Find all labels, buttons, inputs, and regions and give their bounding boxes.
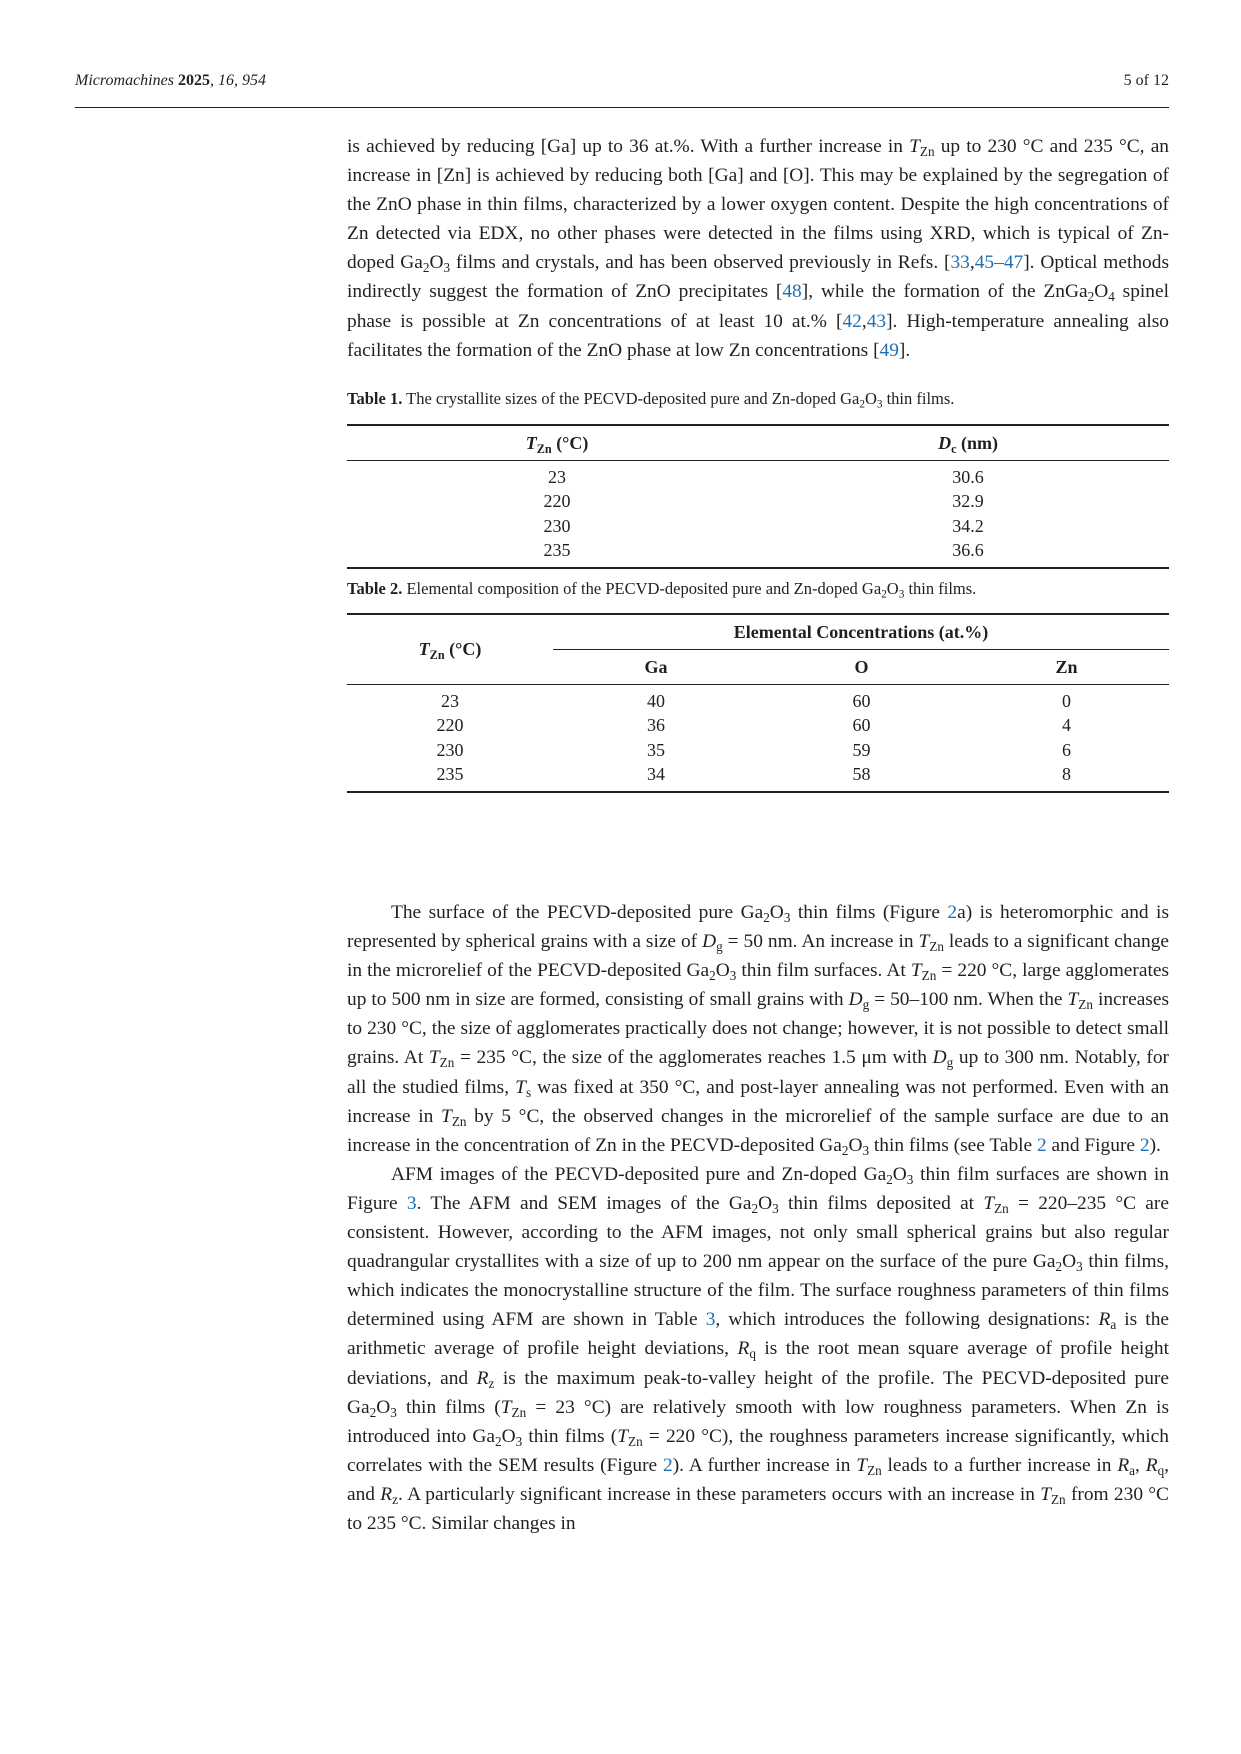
paragraph-1-block bbox=[347, 132, 1169, 365]
journal-volume: , 16, 954 bbox=[209, 72, 266, 89]
table-row: 220 36 60 4 bbox=[436, 715, 1071, 736]
figure-link[interactable]: 2 bbox=[1139, 1134, 1150, 1156]
col-header-dc: $D_c$ (nm) bbox=[767, 425, 1169, 461]
group-header: Elemental Concentrations (at.%) bbox=[553, 614, 1169, 650]
running-header bbox=[75, 72, 1169, 102]
paragraph-2: The surface of the PECVD-deposited pure $Ga_2O_3$ thin films (Figure 2a) is heteromorphic and is represented by spherical grains with a size of $D_g = 50$ nm. An increase in $T_{Zn}$ leads to a significant change in the microrelief of the PECVD-deposited $Ga_2O_3$ thin film surfaces. At $T_{Zn} = 220$ °C, large agglomerates up to 500 nm in size are formed, consisting of small grains with $D_g = 50-100$ nm. When the $T_{Zn}$ increases to 230 °C, the size of agglomerates practically does not change; however, it is not possible to detect small grains. At $T_{Zn} = 235$ °C, the size of the agglomerates reaches 1.5 μm with $D_g$ up to 300 nm. Notably, for all the studied films, $T_s$ was fixed at 350 °C, and post-layer annealing was not performed. Even with an increase in $T_{Zn}$ by 5 °C, the observed changes in the microrelief of the sample surface are due to an increase in the concentration of Zn in the PECVD-deposited $Ga_2O_3$ thin films (see Table 2 and Figure 2). bbox=[347, 902, 1169, 1158]
table-link[interactable]: 2 bbox=[1036, 1134, 1047, 1156]
ref-link[interactable]: 48 bbox=[782, 281, 802, 303]
ref-link[interactable]: 43 bbox=[866, 310, 887, 332]
col-header-zn: Zn bbox=[964, 650, 1169, 685]
page-number: 5 of 12 bbox=[1123, 72, 1169, 89]
table-2 bbox=[347, 613, 1169, 793]
ref-link[interactable]: 49 bbox=[879, 339, 899, 361]
paragraph-2-3-block bbox=[347, 898, 1169, 1538]
col-header-tzn: $T_{Zn}$ (°C) bbox=[347, 614, 553, 685]
col-header-ga: Ga bbox=[553, 650, 759, 685]
ref-link[interactable]: 45–47 bbox=[974, 252, 1024, 274]
table-link[interactable]: 3 bbox=[705, 1309, 716, 1331]
table-row: 235 36.6 bbox=[347, 539, 1169, 569]
table-row: 220 32.9 bbox=[543, 491, 984, 512]
table-row: 23 40 60 0 bbox=[441, 690, 1071, 711]
table-1-caption: Table 1. The crystallite sizes of the PECVD-deposited pure and Zn-doped $Ga_2O_3$ thin films. bbox=[347, 389, 955, 411]
table-row: 23 30.6 bbox=[548, 466, 984, 487]
table-row: 235 34 58 8 bbox=[347, 763, 1169, 793]
journal-citation bbox=[75, 72, 266, 90]
table-row: 230 35 59 6 bbox=[436, 739, 1071, 760]
table-2-caption: Table 2. Elemental composition of the PECVD-deposited pure and Zn-doped $Ga_2O_3$ thin films. bbox=[347, 579, 977, 601]
table-2-caption-block bbox=[347, 578, 1169, 600]
table-1 bbox=[347, 424, 1169, 569]
figure-link[interactable]: 2 bbox=[947, 902, 958, 923]
table-1-caption-block bbox=[347, 388, 1169, 410]
header-rule bbox=[75, 107, 1169, 108]
table-2-block bbox=[347, 613, 1169, 793]
col-header-tzn: $T_{Zn}$ (°C) bbox=[347, 425, 767, 461]
journal-year: 2025 bbox=[177, 72, 210, 89]
ref-link[interactable]: 42 bbox=[842, 310, 862, 332]
ref-link[interactable]: 33 bbox=[950, 252, 970, 274]
journal-name: Micromachines bbox=[75, 72, 174, 89]
paragraph-1: is achieved by reducing [Ga] up to 36 at.%. With a further increase in $T_{Zn}$ up to 230 °C and 235 °C, an increase in [Zn] is achieved by reducing both [Ga] and [O]. This may be explained by the segregation of the ZnO phase in thin films, characterized by a lower oxygen content. Despite the high concentrations of Zn detected via EDX, no other phases were detected in the films using XRD, which is typical of Zn-doped $Ga_2O_3$ films and crystals, and has been observed previously in Refs. [33,45–47]. Optical methods indirectly suggest the formation of ZnO precipitates [48], while the formation of the $ZnGa_2O_4$ spinel phase is possible at Zn concentrations of at least 10 at.% [42,43]. High-temperature annealing also facilitates the formation of the ZnO phase at low Zn concentrations [49]. bbox=[347, 136, 1169, 361]
figure-link[interactable]: 3 bbox=[406, 1192, 417, 1214]
col-header-o: O bbox=[759, 650, 964, 685]
table-row: 230 34.2 bbox=[543, 515, 984, 536]
paragraph-3: AFM images of the PECVD-deposited pure and Zn-doped $Ga_2O_3$ thin film surfaces are shown in Figure 3. The AFM and SEM images of the $Ga_2O_3$ thin films deposited at $T_{Zn} = 220-235$ °C are consistent. However, according to the AFM images, not only small spherical grains but also regular quadrangular crystallites with a size of up to 200 nm appear on the surface of the pure $Ga_2O_3$ thin films, which indicates the monocrystalline structure of the film. The surface roughness parameters of thin films determined using AFM are shown in Table 3, which introduces the following designations: $R_a$ is the arithmetic average of profile height deviations, $R_q$ is the root mean square average of profile height deviations, and $R_z$ is the maximum peak-to-valley height of the profile. The PECVD-deposited pure $Ga_2O_3$ thin films ($T_{Zn} = 23$ °C) are relatively smooth with low roughness parameters. When Zn is introduced into $Ga_2O_3$ thin films ($T_{Zn} = 220$ °C), the roughness parameters increase significantly, which correlates with the SEM results (Figure 2). A further increase in $T_{Zn}$ leads to a further increase in $R_a$, $R_q$, and $R_z$. A particularly significant increase in these parameters occurs with an increase in $T_{Zn}$ from 230 °C to 235 °C. Similar changes in bbox=[347, 1163, 1170, 1534]
figure-link[interactable]: 2 bbox=[662, 1454, 673, 1476]
table-1-block bbox=[347, 424, 1169, 569]
